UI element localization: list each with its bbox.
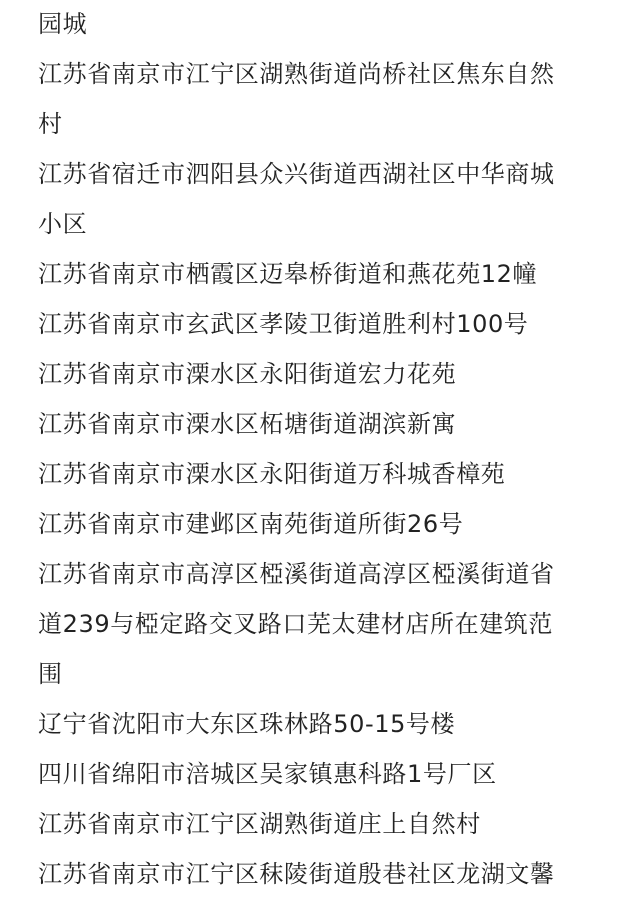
- address-line: 江苏省南京市溧水区永阳街道宏力花苑: [38, 360, 457, 388]
- address-line: 小区: [38, 210, 88, 238]
- address-line: 四川省绵阳市涪城区吴家镇惠科路1号厂区: [38, 760, 497, 788]
- address-line: 江苏省南京市高淳区椏溪街道高淳区椏溪街道省: [38, 560, 555, 588]
- address-line: 江苏省南京市江宁区秣陵街道殷巷社区龙湖文馨: [38, 860, 555, 888]
- address-line: 江苏省南京市栖霞区迈皋桥街道和燕花苑12幢: [38, 260, 538, 288]
- address-line: 江苏省南京市溧水区永阳街道万科城香樟苑: [38, 460, 506, 488]
- address-line: 园城: [38, 10, 88, 38]
- address-line: 江苏省宿迁市泗阳县众兴街道西湖社区中华商城: [38, 160, 555, 188]
- address-line: 江苏省南京市江宁区湖熟街道尚桥社区焦东自然: [38, 60, 555, 88]
- address-line: 江苏省南京市玄武区孝陵卫街道胜利村100号: [38, 310, 529, 338]
- address-list: [38, 0, 598, 899]
- address-line: 村: [38, 110, 63, 138]
- address-line: 辽宁省沈阳市大东区珠林路50-15号楼: [38, 710, 456, 738]
- address-line: 围: [38, 660, 63, 688]
- address-line: 道239与椏定路交叉路口芜太建材店所在建筑范: [38, 610, 554, 638]
- address-line: 江苏省南京市江宁区湖熟街道庄上自然村: [38, 810, 481, 838]
- address-line: 江苏省南京市建邺区南苑街道所街26号: [38, 510, 464, 538]
- address-line: 江苏省南京市溧水区柘塘街道湖滨新寓: [38, 410, 457, 438]
